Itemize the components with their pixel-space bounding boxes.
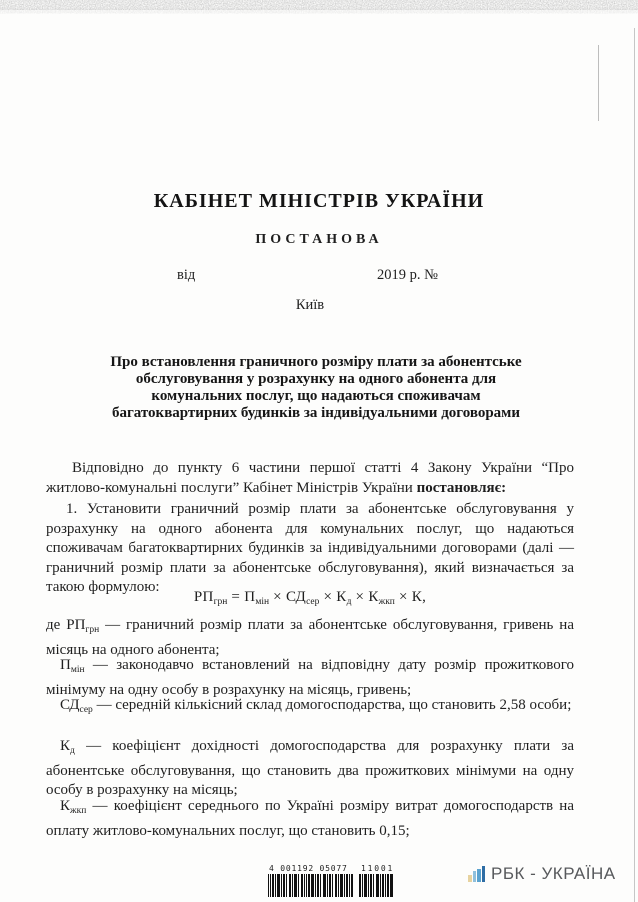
formula-lhs-sub: грн	[213, 597, 228, 607]
def-symbol-sub: грн	[85, 625, 100, 635]
date-prefix: від	[177, 267, 196, 283]
doc-type-heading: ПОСТАНОВА	[255, 232, 383, 247]
definition-kd	[46, 737, 574, 801]
def-symbol-sub: мін	[70, 665, 85, 675]
icon-bar-4	[482, 866, 486, 882]
org-title: КАБІНЕТ МІНІСТРІВ УКРАЇНИ	[153, 190, 485, 212]
definition-sdser	[46, 696, 574, 721]
formula-f1: П	[244, 589, 256, 605]
barcode-digits-left: 4 001192 05077	[269, 864, 348, 873]
bar-chart-icon	[468, 866, 485, 882]
formula-f3-sub: д	[346, 597, 352, 607]
icon-bar-3	[477, 869, 481, 882]
def-pre: де	[46, 617, 67, 633]
formula	[46, 589, 574, 607]
scan-artifact-line	[598, 45, 599, 121]
brand-text: РБК - УКРАЇНА	[491, 864, 616, 883]
decree-subject: Про встановлення граничного розміру плати за абонентське обслуговування у розрахунку на одного абонента для комунальних послуг, що надаються споживачам багатоквартирних будинків за індивідуальними договорами	[110, 354, 522, 421]
definition-kzhkp	[46, 797, 574, 841]
def-text: — коефіцієнт дохідності домогосподарства для розрахунку плати за абонентське обслуговування, що становить два прожиткових мінімуми на одну особу в розрахунку на місяць;	[46, 738, 574, 798]
intro-paragraph	[46, 459, 574, 498]
definition-pmin	[46, 656, 574, 700]
formula-f5: К	[411, 589, 423, 605]
formula-comma: ,	[422, 589, 427, 605]
formula-lhs: РП	[193, 589, 214, 605]
def-text: — граничний розмір плати за абонентське обслуговування, гривень на місяць на одного абонента;	[46, 617, 574, 658]
formula-x1: ×	[269, 589, 286, 605]
def-symbol: К	[60, 738, 71, 754]
def-symbol: К	[60, 798, 71, 814]
icon-bar-1	[468, 875, 472, 882]
definition-rp	[46, 616, 574, 660]
intro-text: Відповідно до пункту 6 частини першої статті 4 Закону України “Про житлово-комунальні послуги” Кабінет Міністрів України	[46, 460, 574, 496]
date-number-line: 2019 р. №	[377, 267, 438, 283]
barcode-digits-right: 11001	[361, 864, 395, 873]
icon-bar-2	[473, 871, 477, 882]
barcode-icon	[268, 874, 354, 902]
def-symbol: РП	[66, 617, 86, 633]
formula-f3: К	[336, 589, 347, 605]
scanner-noise-band	[0, 0, 638, 14]
formula-x4: ×	[394, 589, 412, 605]
formula-f1-sub: мін	[255, 597, 270, 607]
city-label: Київ	[295, 297, 325, 313]
intro-resolve-word: постановляє:	[416, 479, 507, 496]
formula-eq: =	[227, 589, 245, 605]
def-text: — коефіцієнт середнього по Україні розміру витрат домогосподарств на оплату житлово-комунальних послуг, що становить 0,15;	[46, 798, 574, 839]
def-text: — законодавчо встановлений на відповідну дату розмір прожиткового мінімуму на одну особу в розрахунку на місяць, гривень;	[46, 657, 574, 698]
formula-f2-sub: сер	[306, 597, 320, 607]
formula-f4-sub: жкп	[378, 597, 395, 607]
def-symbol-sub: жкп	[70, 806, 87, 816]
def-symbol-sub: сер	[79, 705, 93, 715]
formula-x3: ×	[351, 589, 369, 605]
formula-f4: К	[368, 589, 379, 605]
rbc-ukraine-logo	[468, 862, 616, 886]
def-symbol: П	[60, 657, 71, 673]
formula-f2: СД	[286, 589, 307, 605]
item-1-paragraph: 1. Установити граничний розмір плати за абонентське обслуговування у розрахунку на одного абонента для комунальних послуг, що надаються споживачам багатоквартирних будинків за індивідуальними договорами (далі — граничний розмір плати за абонентське обслуговування), який визначається за такою формулою:	[46, 501, 574, 595]
barcode-icon-right	[359, 874, 393, 902]
date-row	[0, 267, 638, 285]
def-symbol: СД	[60, 697, 80, 713]
formula-x2: ×	[319, 589, 337, 605]
page-edge-line	[634, 28, 635, 902]
def-symbol-sub: д	[70, 746, 75, 756]
def-text: — середній кількісний склад домогосподарства, що становить 2,58 особи;	[92, 697, 572, 713]
